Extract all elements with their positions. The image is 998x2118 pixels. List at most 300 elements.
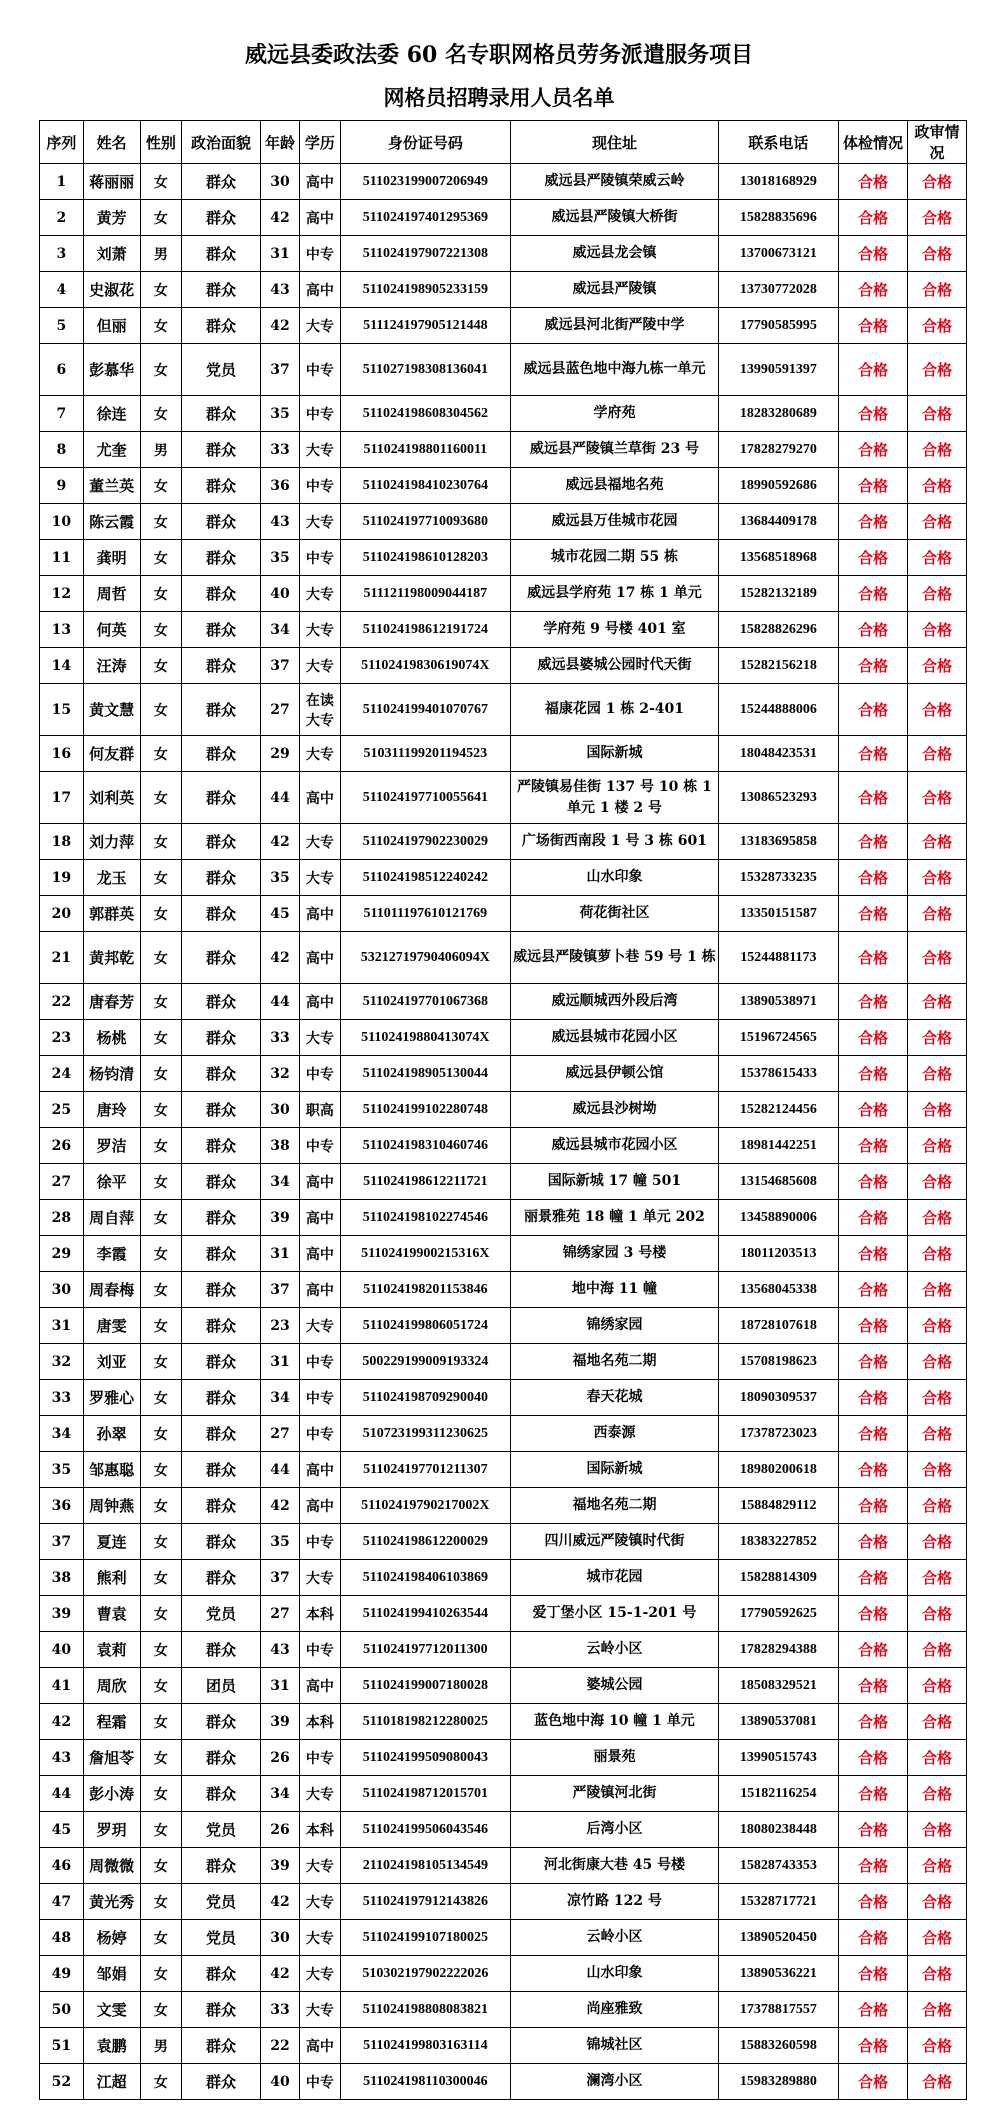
political-review-cell: 合格 — [907, 1704, 966, 1740]
table-row — [40, 1884, 967, 1920]
name-cell: 刘亚 — [83, 1344, 140, 1380]
name-cell: 但丽 — [83, 308, 140, 344]
physical-exam-cell: 合格 — [839, 504, 908, 540]
address-cell: 威远县严陵镇萝卜巷 59 号 1 栋 — [511, 932, 719, 984]
table-row — [40, 1632, 967, 1668]
seq-cell: 4 — [40, 272, 84, 308]
political-review-cell: 合格 — [907, 1164, 966, 1200]
political-review-cell: 合格 — [907, 1380, 966, 1416]
phone-cell: 18011203513 — [718, 1236, 838, 1272]
id-number-cell: 51102419880413074X — [340, 1020, 511, 1056]
political-review-cell: 合格 — [907, 1056, 966, 1092]
age-cell: 38 — [260, 1128, 299, 1164]
col-header-id-number: 身份证号码 — [340, 121, 511, 164]
name-cell: 刘萧 — [83, 236, 140, 272]
phone-cell: 13568045338 — [718, 1272, 838, 1308]
political-cell: 群众 — [182, 1488, 261, 1524]
education-cell: 大专 — [300, 1776, 340, 1812]
phone-cell: 17828279270 — [718, 432, 838, 468]
physical-exam-cell: 合格 — [839, 1488, 908, 1524]
gender-cell: 女 — [140, 1740, 182, 1776]
id-number-cell: 511024198808083821 — [340, 1992, 511, 2028]
document-title: 威远县委政法委 60 名专职网格员劳务派遣服务项目 — [245, 42, 753, 68]
education-cell: 大专 — [300, 1848, 340, 1884]
gender-cell: 女 — [140, 736, 182, 772]
col-header-education: 学历 — [300, 121, 340, 164]
name-cell: 徐连 — [83, 396, 140, 432]
phone-cell: 15378615433 — [718, 1056, 838, 1092]
id-number-cell: 511024198905130044 — [340, 1056, 511, 1092]
physical-exam-cell: 合格 — [839, 1632, 908, 1668]
physical-exam-cell: 合格 — [839, 860, 908, 896]
table-row — [40, 396, 967, 432]
seq-cell: 6 — [40, 344, 84, 396]
age-cell: 32 — [260, 1056, 299, 1092]
education-cell: 中专 — [300, 396, 340, 432]
phone-cell: 15328733235 — [718, 860, 838, 896]
seq-cell: 5 — [40, 308, 84, 344]
address-cell: 威远县严陵镇兰草街 23 号 — [511, 432, 719, 468]
political-cell: 群众 — [182, 2028, 261, 2064]
education-cell: 中专 — [300, 1740, 340, 1776]
gender-cell: 女 — [140, 684, 182, 736]
name-cell: 何友群 — [83, 736, 140, 772]
political-review-cell: 合格 — [907, 736, 966, 772]
seq-cell: 47 — [40, 1884, 84, 1920]
table-row — [40, 1416, 967, 1452]
address-cell: 威远县严陵镇大桥街 — [511, 200, 719, 236]
name-cell: 汪涛 — [83, 648, 140, 684]
political-cell: 群众 — [182, 648, 261, 684]
education-cell: 中专 — [300, 1344, 340, 1380]
table-row — [40, 1128, 967, 1164]
gender-cell: 女 — [140, 1776, 182, 1812]
id-number-cell: 511024199506043546 — [340, 1812, 511, 1848]
physical-exam-cell: 合格 — [839, 1272, 908, 1308]
gender-cell: 女 — [140, 540, 182, 576]
gender-cell: 女 — [140, 1308, 182, 1344]
political-cell: 群众 — [182, 1020, 261, 1056]
physical-exam-cell: 合格 — [839, 2064, 908, 2100]
name-cell: 江超 — [83, 2064, 140, 2100]
political-cell: 群众 — [182, 612, 261, 648]
phone-cell: 13183695858 — [718, 824, 838, 860]
physical-exam-cell: 合格 — [839, 1992, 908, 2028]
gender-cell: 女 — [140, 1416, 182, 1452]
age-cell: 22 — [260, 2028, 299, 2064]
education-cell: 中专 — [300, 468, 340, 504]
political-cell: 群众 — [182, 272, 261, 308]
seq-cell: 28 — [40, 1200, 84, 1236]
id-number-cell: 51102419830619074X — [340, 648, 511, 684]
col-header-political-review: 政审情况 — [907, 121, 966, 164]
table-row — [40, 1524, 967, 1560]
phone-cell: 18080238448 — [718, 1812, 838, 1848]
id-number-cell: 511024198709290040 — [340, 1380, 511, 1416]
phone-cell: 18048423531 — [718, 736, 838, 772]
name-cell: 黄芳 — [83, 200, 140, 236]
seq-cell: 32 — [40, 1344, 84, 1380]
physical-exam-cell: 合格 — [839, 1452, 908, 1488]
table-row — [40, 1776, 967, 1812]
physical-exam-cell: 合格 — [839, 1956, 908, 1992]
education-cell: 大专 — [300, 1560, 340, 1596]
id-number-cell: 51102419790217002X — [340, 1488, 511, 1524]
political-review-cell: 合格 — [907, 984, 966, 1020]
education-cell: 高中 — [300, 896, 340, 932]
seq-cell: 23 — [40, 1020, 84, 1056]
seq-cell: 3 — [40, 236, 84, 272]
physical-exam-cell: 合格 — [839, 772, 908, 824]
table-row — [40, 1308, 967, 1344]
id-number-cell: 510302197902222026 — [340, 1956, 511, 1992]
name-cell: 周春梅 — [83, 1272, 140, 1308]
physical-exam-cell: 合格 — [839, 1308, 908, 1344]
political-review-cell: 合格 — [907, 1956, 966, 1992]
gender-cell: 女 — [140, 1668, 182, 1704]
age-cell: 37 — [260, 1272, 299, 1308]
id-number-cell: 511024198512240242 — [340, 860, 511, 896]
id-number-cell: 511024198406103869 — [340, 1560, 511, 1596]
physical-exam-cell: 合格 — [839, 932, 908, 984]
name-cell: 袁莉 — [83, 1632, 140, 1668]
phone-cell: 18728107618 — [718, 1308, 838, 1344]
phone-cell: 15828743353 — [718, 1848, 838, 1884]
political-cell: 群众 — [182, 860, 261, 896]
gender-cell: 女 — [140, 504, 182, 540]
phone-cell: 18283280689 — [718, 396, 838, 432]
name-cell: 龙玉 — [83, 860, 140, 896]
phone-cell: 15708198623 — [718, 1344, 838, 1380]
address-cell: 河北街康大巷 45 号楼 — [511, 1848, 719, 1884]
education-cell: 大专 — [300, 1884, 340, 1920]
political-review-cell: 合格 — [907, 1308, 966, 1344]
phone-cell: 15244881173 — [718, 932, 838, 984]
phone-cell: 15196724565 — [718, 1020, 838, 1056]
seq-cell: 33 — [40, 1380, 84, 1416]
address-cell: 凉竹路 122 号 — [511, 1884, 719, 1920]
table-row — [40, 1848, 967, 1884]
id-number-cell: 511024197710055641 — [340, 772, 511, 824]
education-cell: 中专 — [300, 1128, 340, 1164]
political-cell: 群众 — [182, 1416, 261, 1452]
gender-cell: 女 — [140, 896, 182, 932]
id-number-cell: 511024197710093680 — [340, 504, 511, 540]
political-cell: 党员 — [182, 1920, 261, 1956]
education-cell: 大专 — [300, 432, 340, 468]
political-cell: 群众 — [182, 576, 261, 612]
name-cell: 何英 — [83, 612, 140, 648]
physical-exam-cell: 合格 — [839, 344, 908, 396]
name-cell: 詹旭苓 — [83, 1740, 140, 1776]
gender-cell: 女 — [140, 200, 182, 236]
education-cell: 高中 — [300, 272, 340, 308]
id-number-cell: 511024198801160011 — [340, 432, 511, 468]
address-cell: 丽景雅苑 18 幢 1 单元 202 — [511, 1200, 719, 1236]
physical-exam-cell: 合格 — [839, 1740, 908, 1776]
physical-exam-cell: 合格 — [839, 1920, 908, 1956]
name-cell: 徐平 — [83, 1164, 140, 1200]
seq-cell: 1 — [40, 164, 84, 200]
id-number-cell: 511024197701211307 — [340, 1452, 511, 1488]
political-cell: 群众 — [182, 236, 261, 272]
document-subtitle: 网格员招聘录用人员名单 — [383, 85, 615, 110]
age-cell: 36 — [260, 468, 299, 504]
education-cell: 高中 — [300, 1452, 340, 1488]
physical-exam-cell: 合格 — [839, 1776, 908, 1812]
political-cell: 群众 — [182, 684, 261, 736]
address-cell: 威远县严陵镇 — [511, 272, 719, 308]
education-cell: 本科 — [300, 1812, 340, 1848]
name-cell: 郭群英 — [83, 896, 140, 932]
physical-exam-cell: 合格 — [839, 308, 908, 344]
id-number-cell: 511024199509080043 — [340, 1740, 511, 1776]
seq-cell: 2 — [40, 200, 84, 236]
education-cell: 中专 — [300, 2064, 340, 2100]
phone-cell: 13350151587 — [718, 896, 838, 932]
gender-cell: 女 — [140, 860, 182, 896]
seq-cell: 13 — [40, 612, 84, 648]
phone-cell: 15828826296 — [718, 612, 838, 648]
phone-cell: 15828835696 — [718, 200, 838, 236]
education-cell: 高中 — [300, 200, 340, 236]
physical-exam-cell: 合格 — [839, 272, 908, 308]
phone-cell: 15883260598 — [718, 2028, 838, 2064]
address-cell: 国际新城 17 幢 501 — [511, 1164, 719, 1200]
table-row — [40, 1164, 967, 1200]
seq-cell: 30 — [40, 1272, 84, 1308]
phone-cell: 18383227852 — [718, 1524, 838, 1560]
table-row — [40, 1380, 967, 1416]
seq-cell: 15 — [40, 684, 84, 736]
phone-cell: 15282156218 — [718, 648, 838, 684]
physical-exam-cell: 合格 — [839, 432, 908, 468]
name-cell: 黄文慧 — [83, 684, 140, 736]
seq-cell: 31 — [40, 1308, 84, 1344]
gender-cell: 女 — [140, 1956, 182, 1992]
gender-cell: 女 — [140, 1236, 182, 1272]
name-cell: 李霞 — [83, 1236, 140, 1272]
id-number-cell: 511024198905233159 — [340, 272, 511, 308]
political-review-cell: 合格 — [907, 932, 966, 984]
id-number-cell: 511024198712015701 — [340, 1776, 511, 1812]
name-cell: 周欣 — [83, 1668, 140, 1704]
age-cell: 34 — [260, 1776, 299, 1812]
phone-cell: 17378817557 — [718, 1992, 838, 2028]
political-review-cell: 合格 — [907, 1596, 966, 1632]
gender-cell: 女 — [140, 772, 182, 824]
political-cell: 群众 — [182, 1992, 261, 2028]
education-cell: 中专 — [300, 1632, 340, 1668]
seq-cell: 44 — [40, 1776, 84, 1812]
table-row — [40, 236, 967, 272]
age-cell: 42 — [260, 308, 299, 344]
political-cell: 群众 — [182, 504, 261, 540]
id-number-cell: 511024199806051724 — [340, 1308, 511, 1344]
id-number-cell: 511027198308136041 — [340, 344, 511, 396]
table-row — [40, 1704, 967, 1740]
political-cell: 群众 — [182, 896, 261, 932]
political-review-cell: 合格 — [907, 1416, 966, 1452]
name-cell: 彭慕华 — [83, 344, 140, 396]
education-cell: 大专 — [300, 736, 340, 772]
id-number-cell: 511011197610121769 — [340, 896, 511, 932]
address-cell: 后湾小区 — [511, 1812, 719, 1848]
id-number-cell: 511024199107180025 — [340, 1920, 511, 1956]
gender-cell: 女 — [140, 1992, 182, 2028]
seq-cell: 49 — [40, 1956, 84, 1992]
political-review-cell: 合格 — [907, 896, 966, 932]
age-cell: 26 — [260, 1740, 299, 1776]
seq-cell: 35 — [40, 1452, 84, 1488]
phone-cell: 13890538971 — [718, 984, 838, 1020]
political-cell: 群众 — [182, 1740, 261, 1776]
age-cell: 27 — [260, 684, 299, 736]
phone-cell: 15244888006 — [718, 684, 838, 736]
name-cell: 罗雅心 — [83, 1380, 140, 1416]
education-cell: 高中 — [300, 164, 340, 200]
seq-cell: 42 — [40, 1704, 84, 1740]
political-cell: 群众 — [182, 772, 261, 824]
phone-cell: 13890537081 — [718, 1704, 838, 1740]
gender-cell: 女 — [140, 824, 182, 860]
age-cell: 35 — [260, 396, 299, 432]
address-cell: 云岭小区 — [511, 1920, 719, 1956]
table-row — [40, 648, 967, 684]
physical-exam-cell: 合格 — [839, 1416, 908, 1452]
political-cell: 群众 — [182, 396, 261, 432]
political-cell: 党员 — [182, 344, 261, 396]
address-cell: 威远县蓝色地中海九栋一单元 — [511, 344, 719, 396]
political-cell: 群众 — [182, 1452, 261, 1488]
gender-cell: 男 — [140, 2028, 182, 2064]
age-cell: 31 — [260, 236, 299, 272]
political-cell: 党员 — [182, 1596, 261, 1632]
age-cell: 42 — [260, 1488, 299, 1524]
table-row — [40, 1200, 967, 1236]
gender-cell: 女 — [140, 1200, 182, 1236]
name-cell: 文雯 — [83, 1992, 140, 2028]
table-row — [40, 1092, 967, 1128]
political-review-cell: 合格 — [907, 612, 966, 648]
address-cell: 威远县万佳城市花园 — [511, 504, 719, 540]
address-cell: 地中海 11 幢 — [511, 1272, 719, 1308]
education-cell: 中专 — [300, 1416, 340, 1452]
political-review-cell: 合格 — [907, 684, 966, 736]
political-review-cell: 合格 — [907, 164, 966, 200]
address-cell: 威远县福地名苑 — [511, 468, 719, 504]
political-cell: 群众 — [182, 984, 261, 1020]
seq-cell: 12 — [40, 576, 84, 612]
gender-cell: 女 — [140, 1884, 182, 1920]
table-row — [40, 684, 967, 736]
political-cell: 群众 — [182, 2064, 261, 2100]
name-cell: 程霜 — [83, 1704, 140, 1740]
address-cell: 婆城公园 — [511, 1668, 719, 1704]
phone-cell: 13890536221 — [718, 1956, 838, 1992]
seq-cell: 37 — [40, 1524, 84, 1560]
education-cell: 中专 — [300, 540, 340, 576]
physical-exam-cell: 合格 — [839, 1380, 908, 1416]
physical-exam-cell: 合格 — [839, 1812, 908, 1848]
seq-cell: 36 — [40, 1488, 84, 1524]
education-cell: 大专 — [300, 824, 340, 860]
education-cell: 在读大专 — [300, 684, 340, 736]
political-cell: 群众 — [182, 736, 261, 772]
age-cell: 45 — [260, 896, 299, 932]
id-number-cell: 511024198410230764 — [340, 468, 511, 504]
address-cell: 威远县学府苑 17 栋 1 单元 — [511, 576, 719, 612]
gender-cell: 女 — [140, 1452, 182, 1488]
political-cell: 群众 — [182, 200, 261, 236]
col-header-age: 年龄 — [260, 121, 299, 164]
physical-exam-cell: 合格 — [839, 540, 908, 576]
phone-cell: 13018168929 — [718, 164, 838, 200]
education-cell: 本科 — [300, 1596, 340, 1632]
seq-cell: 34 — [40, 1416, 84, 1452]
phone-cell: 13700673121 — [718, 236, 838, 272]
age-cell: 44 — [260, 772, 299, 824]
phone-cell: 15828814309 — [718, 1560, 838, 1596]
education-cell: 大专 — [300, 576, 340, 612]
gender-cell: 女 — [140, 1488, 182, 1524]
physical-exam-cell: 合格 — [839, 984, 908, 1020]
table-row — [40, 164, 967, 200]
physical-exam-cell: 合格 — [839, 236, 908, 272]
political-review-cell: 合格 — [907, 2028, 966, 2064]
name-cell: 周钟燕 — [83, 1488, 140, 1524]
name-cell: 袁鹏 — [83, 2028, 140, 2064]
phone-cell: 18980200618 — [718, 1452, 838, 1488]
physical-exam-cell: 合格 — [839, 1344, 908, 1380]
name-cell: 邹惠聪 — [83, 1452, 140, 1488]
seq-cell: 20 — [40, 896, 84, 932]
name-cell: 杨钧清 — [83, 1056, 140, 1092]
seq-cell: 50 — [40, 1992, 84, 2028]
seq-cell: 11 — [40, 540, 84, 576]
political-review-cell: 合格 — [907, 1884, 966, 1920]
gender-cell: 女 — [140, 272, 182, 308]
gender-cell: 女 — [140, 1704, 182, 1740]
age-cell: 30 — [260, 1092, 299, 1128]
political-cell: 团员 — [182, 1668, 261, 1704]
table-row — [40, 1812, 967, 1848]
address-cell: 福地名苑二期 — [511, 1344, 719, 1380]
seq-cell: 45 — [40, 1812, 84, 1848]
gender-cell: 女 — [140, 1812, 182, 1848]
political-cell: 群众 — [182, 1560, 261, 1596]
age-cell: 40 — [260, 2064, 299, 2100]
seq-cell: 17 — [40, 772, 84, 824]
table-row — [40, 612, 967, 648]
name-cell: 邹娟 — [83, 1956, 140, 1992]
table-row — [40, 1452, 967, 1488]
name-cell: 董兰英 — [83, 468, 140, 504]
age-cell: 42 — [260, 1956, 299, 1992]
political-review-cell: 合格 — [907, 1776, 966, 1812]
political-cell: 群众 — [182, 1344, 261, 1380]
gender-cell: 女 — [140, 1632, 182, 1668]
political-review-cell: 合格 — [907, 824, 966, 860]
seq-cell: 9 — [40, 468, 84, 504]
seq-cell: 51 — [40, 2028, 84, 2064]
address-cell: 威远县河北街严陵中学 — [511, 308, 719, 344]
phone-cell: 13568518968 — [718, 540, 838, 576]
gender-cell: 女 — [140, 1056, 182, 1092]
physical-exam-cell: 合格 — [839, 648, 908, 684]
seq-cell: 48 — [40, 1920, 84, 1956]
seq-cell: 24 — [40, 1056, 84, 1092]
